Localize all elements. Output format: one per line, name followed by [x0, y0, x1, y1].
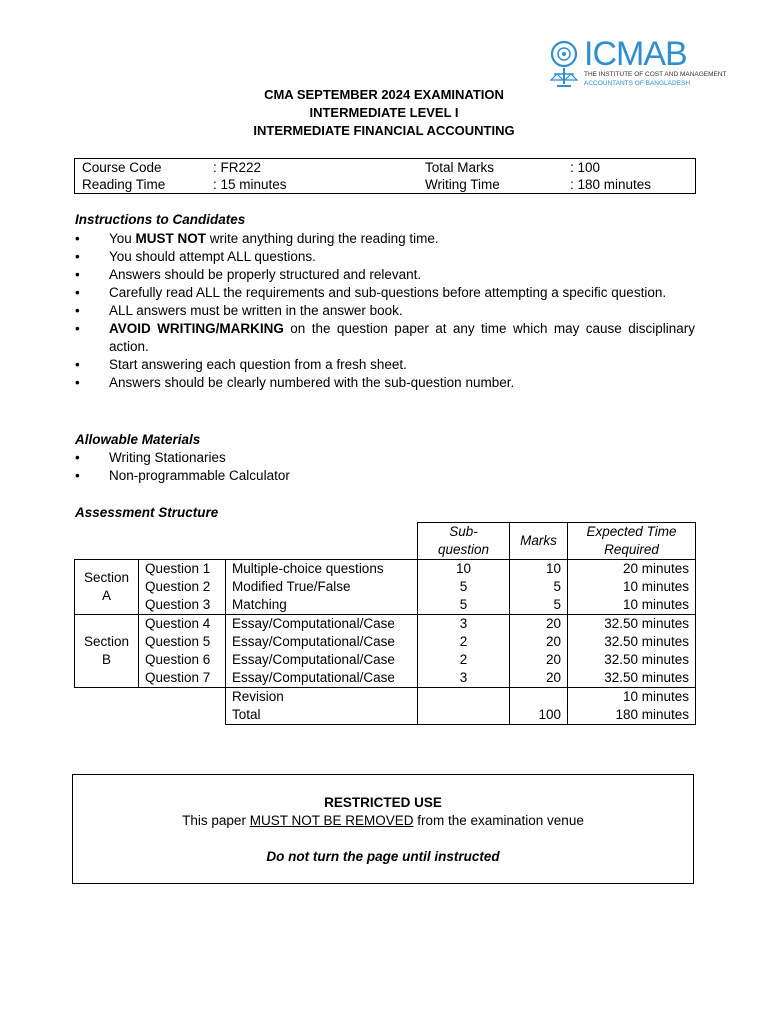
instruction-text: on the question paper at any time which may cause disciplinary action. — [109, 321, 695, 354]
instructions-list — [75, 230, 695, 392]
question-cell: Question 4 — [139, 615, 226, 634]
restricted-underlined-text: MUST NOT BE REMOVED — [249, 813, 414, 828]
marks-cell: 20 — [510, 669, 568, 688]
subquestion-cell: 3 — [418, 669, 510, 688]
restricted-title: RESTRICTED USE — [324, 795, 442, 810]
section-b-label: Section B — [75, 615, 139, 688]
list-item: • Non-programmable Calculator — [75, 467, 695, 485]
total-marks: 100 — [510, 706, 568, 725]
list-item: • Start answering each question from a fresh sheet. — [75, 356, 695, 374]
course-code-label: Course Code — [82, 160, 162, 175]
subquestion-cell: 5 — [418, 596, 510, 615]
exam-title: CMA SEPTEMBER 2024 EXAMINATION — [264, 87, 504, 102]
list-item: • Answers should be clearly numbered with the sub-question number. — [75, 374, 695, 392]
logo-subtitle-line1: THE INSTITUTE OF COST AND MANAGEMENT — [584, 71, 727, 78]
instruction-bold-text: AVOID WRITING/MARKING — [109, 321, 284, 336]
marks-cell: 5 — [510, 578, 568, 596]
total-time: 180 minutes — [568, 706, 696, 725]
restricted-line — [73, 812, 693, 830]
time-cell: 10 minutes — [568, 578, 696, 596]
total-marks-value: : 100 — [570, 160, 601, 175]
restricted-use-box — [72, 774, 694, 884]
reading-time-label: Reading Time — [82, 177, 166, 192]
materials-list — [75, 449, 695, 485]
time-cell: 20 minutes — [568, 560, 696, 579]
list-item: • Carefully read ALL the requirements and sub-questions before attempting a specific question. — [75, 284, 695, 302]
table-row — [75, 669, 696, 688]
time-cell: 32.50 minutes — [568, 633, 696, 651]
instructions-heading: Instructions to Candidates — [75, 212, 246, 227]
question-cell: Question 7 — [139, 669, 226, 688]
time-cell: 32.50 minutes — [568, 651, 696, 669]
marks-cell: 10 — [510, 560, 568, 579]
course-info-table — [74, 158, 696, 194]
time-cell: 32.50 minutes — [568, 615, 696, 634]
marks-cell: 20 — [510, 615, 568, 634]
restricted-text: from the examination venue — [413, 813, 584, 828]
exam-level: INTERMEDIATE LEVEL I — [309, 105, 459, 120]
assessment-table — [74, 522, 696, 725]
list-item — [75, 230, 695, 248]
instruction-text: You — [109, 231, 136, 246]
time-cell: 10 minutes — [568, 596, 696, 615]
question-cell: Question 6 — [139, 651, 226, 669]
subquestion-cell: 5 — [418, 578, 510, 596]
col-header-time: Expected Time Required — [568, 523, 696, 560]
icmab-emblem-icon — [548, 40, 580, 88]
materials-heading: Allowable Materials — [75, 432, 201, 447]
course-info-row — [75, 176, 696, 194]
marks-cell: 20 — [510, 633, 568, 651]
total-marks-label: Total Marks — [425, 160, 495, 175]
list-item: • You should attempt ALL questions. — [75, 248, 695, 266]
table-header-row — [75, 523, 696, 560]
assessment-heading: Assessment Structure — [75, 505, 219, 520]
exam-subject: INTERMEDIATE FINANCIAL ACCOUNTING — [253, 123, 515, 138]
question-cell: Question 5 — [139, 633, 226, 651]
marks-cell: 20 — [510, 651, 568, 669]
col-header-subquestion: Sub- question — [418, 523, 510, 560]
question-cell: Question 1 — [139, 560, 226, 579]
description-cell: Essay/Computational/Case — [226, 651, 418, 669]
description-cell: Essay/Computational/Case — [226, 633, 418, 651]
writing-time-label: Writing Time — [425, 177, 500, 192]
restricted-text: This paper — [182, 813, 250, 828]
subquestion-cell: 10 — [418, 560, 510, 579]
table-row — [75, 596, 696, 615]
table-row — [75, 615, 696, 634]
table-row — [75, 651, 696, 669]
description-cell: Matching — [226, 596, 418, 615]
list-item: • Answers should be properly structured and relevant. — [75, 266, 695, 284]
description-cell: Essay/Computational/Case — [226, 669, 418, 688]
list-item: • Writing Stationaries — [75, 449, 695, 467]
section-a-label: Section A — [75, 560, 139, 615]
instruction-bold-text: MUST NOT — [135, 231, 207, 246]
subquestion-cell: 2 — [418, 651, 510, 669]
revision-label: Revision — [226, 688, 418, 707]
description-cell: Multiple-choice questions — [226, 560, 418, 579]
question-cell: Question 2 — [139, 578, 226, 596]
table-row — [75, 688, 696, 707]
table-row — [75, 706, 696, 725]
question-cell: Question 3 — [139, 596, 226, 615]
icmab-logo — [548, 35, 727, 90]
marks-cell: 5 — [510, 596, 568, 615]
course-info-row — [75, 159, 696, 177]
table-row — [75, 560, 696, 579]
logo-subtitle-line2: ACCOUNTANTS OF BANGLADESH — [584, 80, 691, 87]
subquestion-cell: 2 — [418, 633, 510, 651]
time-cell: 32.50 minutes — [568, 669, 696, 688]
writing-time-value: : 180 minutes — [570, 177, 652, 192]
table-row — [75, 633, 696, 651]
subquestion-cell: 3 — [418, 615, 510, 634]
logo-brand-text: ICMAB — [584, 35, 687, 73]
col-header-marks: Marks — [510, 523, 568, 560]
total-label: Total — [226, 706, 418, 725]
course-code-value: : FR222 — [213, 160, 262, 175]
description-cell: Essay/Computational/Case — [226, 615, 418, 634]
list-item — [75, 320, 695, 356]
reading-time-value: : 15 minutes — [213, 177, 287, 192]
instruction-text: write anything during the reading time. — [206, 231, 439, 246]
list-item: • ALL answers must be written in the answer book. — [75, 302, 695, 320]
revision-time: 10 minutes — [568, 688, 696, 707]
restricted-note: Do not turn the page until instructed — [266, 849, 500, 864]
table-row — [75, 578, 696, 596]
description-cell: Modified True/False — [226, 578, 418, 596]
